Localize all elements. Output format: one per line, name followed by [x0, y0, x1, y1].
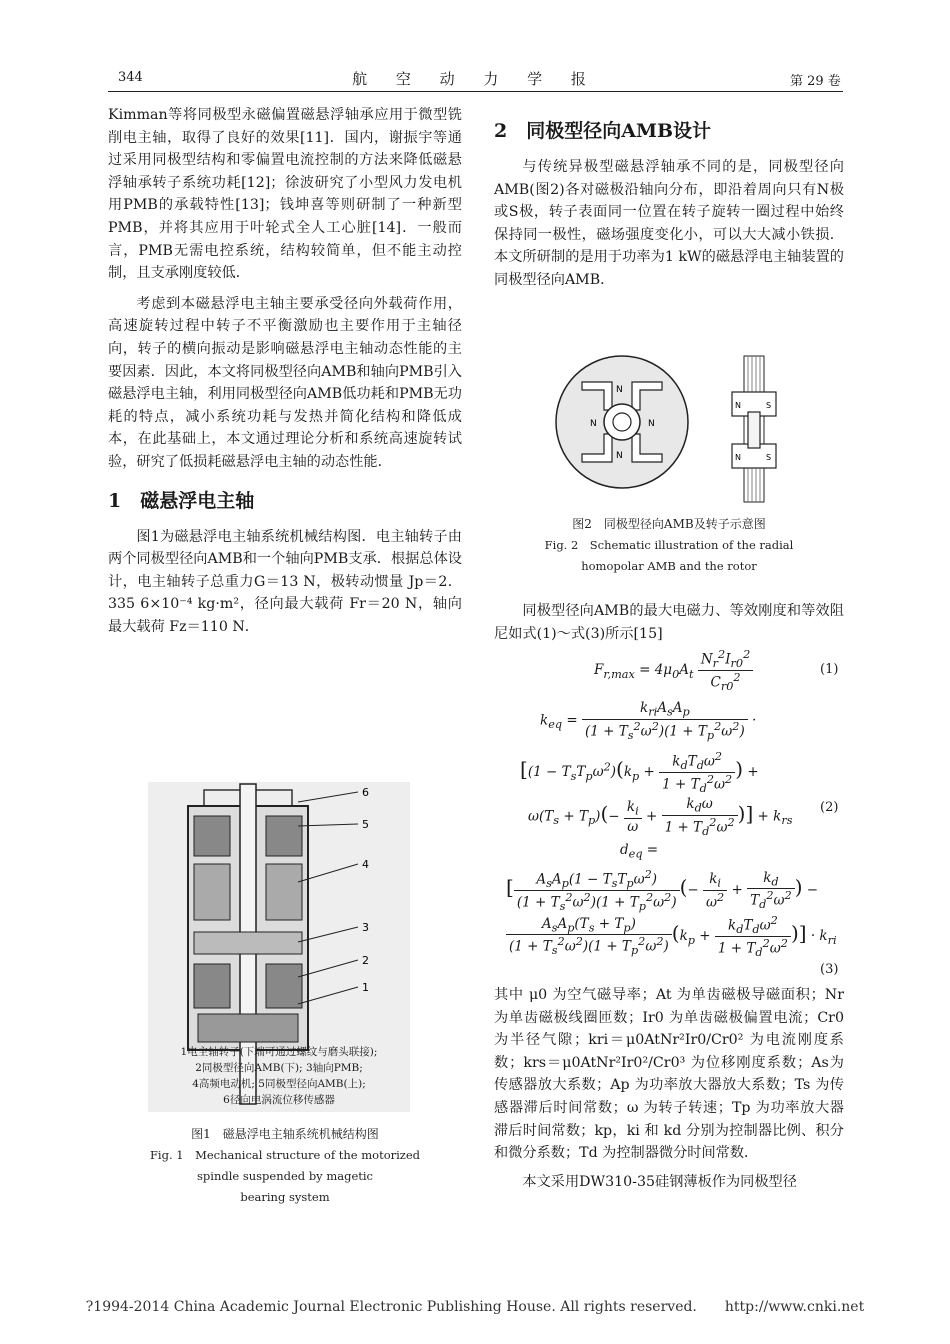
caption-en: spindle suspended by magetic	[197, 1169, 373, 1183]
paragraph: 与传统异极型磁悬浮轴承不同的是，同极型径向AMB(图2)各对磁极沿轴向分布，即沿着周向只有N极或S极，转子表面同一位置在转子旋转一圈过程中始终保持同一极性，磁场强度变化小，可以大大减小铁损．本文所研制的是用于功率为1 kW的磁悬浮电主轴装置的同极型径向AMB．	[494, 159, 844, 288]
callout-6: 6	[362, 786, 369, 799]
caption-en: Fig. 2 Schematic illustration of the radial	[544, 538, 794, 552]
side-label: S	[766, 453, 772, 462]
equation-3-line1: $d_{eq}$ =	[620, 842, 659, 861]
amb-rotor-schematic	[552, 352, 792, 512]
equation-number: (3)	[820, 962, 839, 977]
left-column	[108, 104, 462, 638]
caption-en: Fig. 1 Mechanical structure of the motorized	[149, 1148, 421, 1162]
section-heading: 1 磁悬浮电主轴	[108, 489, 255, 512]
pole-label: N	[590, 419, 597, 429]
equation-number: (2)	[820, 800, 839, 815]
legend-line: 4高频电动机; 5同极型径向AMB(上);	[192, 1078, 366, 1090]
callout-4: 4	[362, 858, 369, 871]
side-label: S	[766, 401, 772, 410]
paragraph: 其中 μ0 为空气磁导率；At 为单齿磁极导磁面积；Nr 为单齿磁极线圈匝数；Ir0 为单齿磁极偏置电流；Cr0为半径气隙；kri＝μ0AtNr²Ir0/Cr0² 为电流刚度系数；krs＝μ0AtNr²Ir0²/Cr0³ 为位移刚度系数；As为传感器放大系数；Ap 为功率放大器放大系数；Ts 为传感器滞后时间常数；ω 为转子转速；Tp 为功率放大器滞后时间常数；kp，ki 和 kd 分别为控制器比例、积分和微分系数；Td 为控制器微分时间常数．	[494, 987, 844, 1162]
pole-label: N	[648, 419, 655, 429]
figure-1-caption	[108, 1124, 462, 1208]
equation-3-line2: [ $\frac{A_sA_p(1 - T_sT_p\omega^2)}{(1 + T_s^2\omega^2)(1 + T_p^2\omega^2)}$ (− $\frac{k_i}{\omega^2}$ + $\frac{k_d}{T_d^2\omega^2}$ ) −	[506, 868, 819, 914]
equation-2-line3: $\omega(T_s + T_p)(-$ $\frac{k_i}{\omega}$ + $\frac{k_d\omega}{1 + T_d^2\omega^2}$ )] + $k_{rs}$	[528, 796, 793, 838]
equation-intro	[494, 600, 844, 645]
volume-label: 第 29 卷	[790, 74, 841, 89]
equation-2-line2: [$(1 - T_sT_p\omega^2)(k_p$ + $\frac{k_dT_d\omega^2}{1 + T_d^2\omega^2}$ ) +	[520, 750, 759, 796]
caption-en: homopolar AMB and the rotor	[581, 559, 757, 573]
paragraph: 本文采用DW310-35硅钢薄板作为同极型径	[522, 1173, 797, 1190]
right-column-top	[494, 118, 844, 292]
paragraph: 同极型径向AMB的最大电磁力、等效刚度和等效阻尼如式(1)～式(3)所示[15]	[494, 603, 844, 642]
copyright-footer: ?1994-2014 China Academic Journal Electronic Publishing House. All rights reserved. http://www.cnki.net	[85, 1299, 865, 1315]
page-number: 344	[118, 70, 143, 85]
paragraph: Kimman等将同极型永磁偏置磁悬浮轴承应用于微型铣削电主轴，取得了良好的效果[11]．国内，谢振宇等通过采用同极型结构和零偏置电流控制的方法来降低磁悬浮轴承转子系统功耗[12]；徐波研究了小型风力发电机用PMB的承载特性[13]；钱坤喜等则研制了一种新型PMB，并将其应用于叶轮式全人工心脏[14]．一般而言，PMB无需电控系统，结构较简单，但不能主动控制，且支承刚度较低．	[108, 107, 462, 282]
equation-1: $F_{r,max} = 4\mu_0A_t$ $\frac{N_r^2I_{r0}^2}{C_{r0}^2}$	[594, 648, 753, 693]
figure-2-caption	[494, 514, 844, 577]
pole-label: N	[616, 451, 623, 461]
paragraph: 考虑到本磁悬浮电主轴主要承受径向外载荷作用，高速旋转过程中转子不平衡激励也主要作用于主轴径向，转子的横向振动是影响磁悬浮电主轴动态性能的主要因素．因此，本文将同极型径向AMB和轴向PMB引入磁悬浮电主轴，利用同极型径向AMB低功耗和PMB无功耗的特点，减小系统功耗与发热并简化结构和降低成本，在此基础上，本文通过理论分析和系统高速旋转试验，研究了低损耗磁悬浮电主轴的动态性能．	[108, 295, 462, 470]
header-rule	[108, 91, 843, 92]
callout-2: 2	[362, 954, 369, 967]
section-heading: 2 同极型径向AMB设计	[494, 120, 712, 142]
caption-zh: 图1 磁悬浮电主轴系统机械结构图	[191, 1127, 379, 1141]
paragraph: 图1为磁悬浮电主轴系统机械结构图．电主轴转子由两个同极型径向AMB和一个轴向PMB支承．根据总体设计，电主轴转子总重力G＝13 N，极转动惯量 Jp＝2．335 6×10⁻⁴ kg·m²，径向最大载荷 Fr＝20 N，轴向最大载荷 Fz＝110 N．	[108, 528, 462, 635]
legend-line: 1电主轴转子(下端可通过螺纹与磨头联接);	[180, 1046, 378, 1058]
legend-line: 2同极型径向AMB(下); 3轴向PMB;	[195, 1062, 363, 1074]
side-label: N	[735, 401, 741, 410]
legend-line: 6径向电涡流位移传感器	[223, 1094, 335, 1106]
callout-1: 1	[362, 981, 369, 994]
figure-2	[552, 352, 792, 512]
caption-en: bearing system	[240, 1190, 330, 1204]
side-label: N	[735, 453, 741, 462]
equation-number: (1)	[820, 662, 839, 677]
callout-3: 3	[362, 921, 369, 934]
equation-2-line1: $k_{eq}$ = $\frac{k_{ri}A_sA_p}{(1 + T_s^2\omega^2)(1 + T_p^2\omega^2)}$ ·	[540, 700, 757, 742]
equation-3-line3: $\frac{A_sA_p(T_s + T_p)}{(1 + T_s^2\omega^2)(1 + T_p^2\omega^2)}$ ($k_p$ + $\frac{k_dT_d\omega^2}{1 + T_d^2\omega^2}$ )] · $k_{ri}$	[506, 914, 837, 959]
pole-label: N	[616, 385, 623, 395]
figure-1-legend	[150, 1044, 408, 1108]
caption-zh: 图2 同极型径向AMB及转子示意图	[572, 517, 766, 531]
callout-5: 5	[362, 818, 369, 831]
journal-title: 航 空 动 力 学 报	[352, 70, 598, 88]
right-column-bottom	[494, 984, 844, 1193]
